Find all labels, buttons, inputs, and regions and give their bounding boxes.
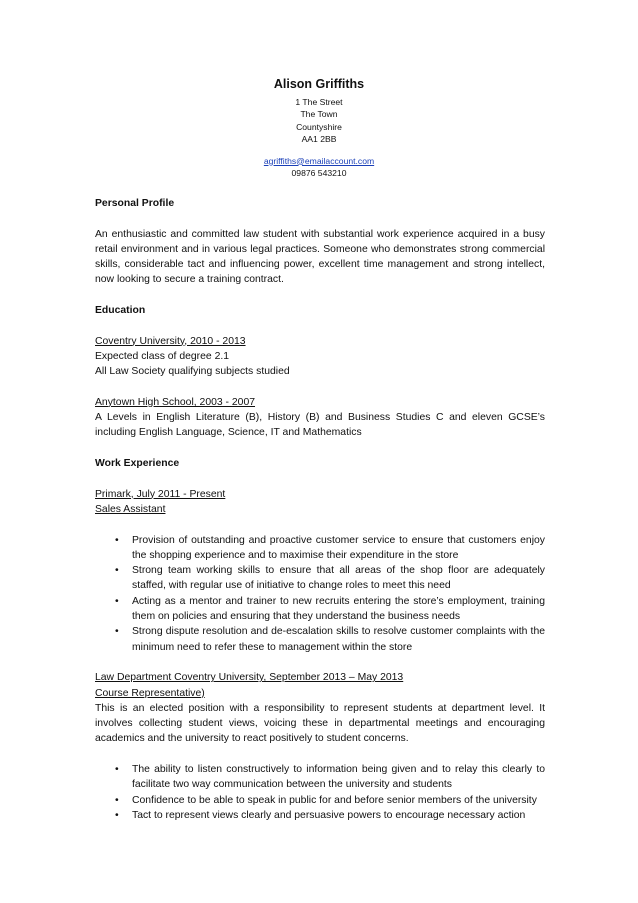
address-line: The Town <box>300 109 338 120</box>
bullet-icon: • <box>115 626 119 638</box>
profile-text: An enthusiastic and committed law student with substantial work experience acquired in a busy retail environment and in various legal practices. Someone who demonstrates strong commercial skills, considerable tact and influencing power, excellent time management and strong intellect, now looking to secure a training contract. <box>95 228 545 286</box>
bullet-text: Tact to represent views clearly and persuasive powers to encourage necessary action <box>132 809 526 821</box>
bullet-icon: • <box>115 565 119 577</box>
bullet-icon: • <box>115 595 119 607</box>
bullet-text: Strong dispute resolution and de-escalation skills to resolve customer complaints with the minimum need to refer these to management within the store <box>132 626 545 653</box>
list-item <box>95 808 545 823</box>
list-item <box>95 762 545 793</box>
bullet-icon: • <box>115 534 119 546</box>
bullet-icon: • <box>115 763 119 775</box>
list-item <box>95 533 545 564</box>
address-line: Countyshire <box>296 121 342 132</box>
bullet-text: The ability to listen constructively to information being given and to relay this clearly to facilitate two way communication between the university and students <box>132 763 545 791</box>
job-role: Course Representative) <box>95 687 205 699</box>
education-heading: Education <box>95 305 146 317</box>
list-item <box>95 594 545 625</box>
job-role: Sales Assistant <box>95 503 166 515</box>
education-title: Coventry University, 2010 - 2013 <box>95 335 246 347</box>
bullet-icon: • <box>115 794 119 806</box>
education-title: Anytown High School, 2003 - 2007 <box>95 396 256 408</box>
address-line: AA1 2BB <box>301 134 337 145</box>
bullet-text: Strong team working skills to ensure that all areas of the shop floor are adequately staffed, with regular use of initiative to change roles to meet this need <box>132 565 545 592</box>
cv-header <box>0 77 638 179</box>
list-item <box>95 563 545 594</box>
candidate-name: Alison Griffiths <box>273 77 365 91</box>
bullet-text: Acting as a mentor and trainer to new recruits entering the store’s employment, training them on policies and ensuring that they understand the business needs <box>132 595 545 623</box>
address-line: 1 The Street <box>295 97 343 107</box>
job-bullets <box>95 533 545 655</box>
job-bullets <box>95 762 545 823</box>
email-link[interactable]: agriffiths@emailaccount.com <box>263 155 375 166</box>
work-heading: Work Experience <box>95 458 180 470</box>
bullet-icon: • <box>115 809 119 821</box>
cv-body <box>95 196 545 823</box>
bullet-text: Provision of outstanding and proactive customer service to ensure that customers enjoy the shopping experience and to maximise their expenditure in the store <box>132 534 545 561</box>
job-description: This is an elected position with a responsibility to represent students at department level. It involves collecting student views, voicing these in departmental meetings and encouraging academics and the university to react positively to student concerns. <box>95 702 545 745</box>
bullet-text: Confidence to be able to speak in public for and before senior members of the university <box>132 794 537 806</box>
education-line: A Levels in English Literature (B), History (B) and Business Studies C and eleven GCSE’s including English Language, Science, IT and Mathematics <box>95 412 545 439</box>
list-item <box>95 793 545 808</box>
job-title: Law Department Coventry University, September 2013 – May 2013 <box>95 672 404 684</box>
list-item <box>95 624 545 655</box>
phone-number: 09876 543210 <box>291 168 347 179</box>
education-line: Expected class of degree 2.1 <box>95 350 230 362</box>
education-line: All Law Society qualifying subjects studied <box>95 366 290 378</box>
address-block <box>0 96 638 146</box>
job-title: Primark, July 2011 - Present <box>95 488 226 500</box>
profile-heading: Personal Profile <box>95 198 175 209</box>
